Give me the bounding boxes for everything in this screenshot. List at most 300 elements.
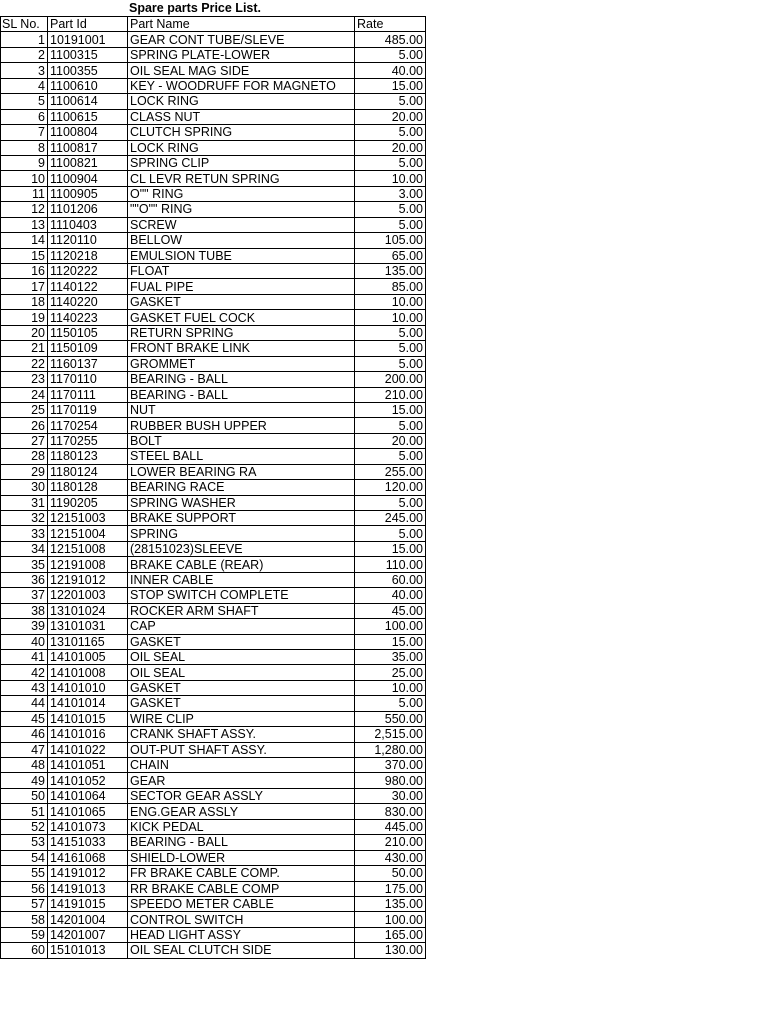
cell-part-name: INNER CABLE	[128, 572, 355, 587]
table-row	[1, 356, 426, 371]
cell-part-name: GASKET	[128, 294, 355, 309]
cell-sl-no: 36	[1, 572, 48, 587]
cell-rate: 5.00	[355, 325, 426, 340]
table-row	[1, 619, 426, 634]
cell-sl-no: 8	[1, 140, 48, 155]
cell-part-name: BRAKE SUPPORT	[128, 511, 355, 526]
cell-part-name: LOWER BEARING RA	[128, 464, 355, 479]
cell-sl-no: 7	[1, 125, 48, 140]
table-row	[1, 788, 426, 803]
table-row	[1, 572, 426, 587]
table-row	[1, 294, 426, 309]
table-row	[1, 32, 426, 47]
cell-part-name: OIL SEAL	[128, 649, 355, 664]
cell-sl-no: 51	[1, 804, 48, 819]
cell-sl-no: 50	[1, 788, 48, 803]
cell-sl-no: 16	[1, 264, 48, 279]
cell-part-id: 1150105	[48, 325, 128, 340]
table-row	[1, 541, 426, 556]
table-row	[1, 665, 426, 680]
cell-rate: 40.00	[355, 63, 426, 78]
table-row	[1, 603, 426, 618]
cell-part-name: EMULSION TUBE	[128, 248, 355, 263]
table-row	[1, 588, 426, 603]
table-row	[1, 449, 426, 464]
cell-part-name: FR BRAKE CABLE COMP.	[128, 866, 355, 881]
table-row	[1, 47, 426, 62]
column-header-rate: Rate	[355, 17, 426, 32]
cell-part-name: GASKET	[128, 696, 355, 711]
cell-part-name: CL LEVR RETUN SPRING	[128, 171, 355, 186]
cell-rate: 60.00	[355, 572, 426, 587]
cell-sl-no: 58	[1, 912, 48, 927]
cell-sl-no: 22	[1, 356, 48, 371]
cell-rate: 5.00	[355, 217, 426, 232]
cell-sl-no: 45	[1, 711, 48, 726]
cell-sl-no: 26	[1, 418, 48, 433]
cell-part-id: 1190205	[48, 495, 128, 510]
cell-rate: 485.00	[355, 32, 426, 47]
cell-part-id: 14101051	[48, 758, 128, 773]
table-row	[1, 171, 426, 186]
table-row	[1, 109, 426, 124]
cell-part-name: ROCKER ARM SHAFT	[128, 603, 355, 618]
cell-rate: 25.00	[355, 665, 426, 680]
cell-part-name: CHAIN	[128, 758, 355, 773]
cell-sl-no: 5	[1, 94, 48, 109]
cell-part-name: BOLT	[128, 433, 355, 448]
cell-rate: 210.00	[355, 835, 426, 850]
cell-part-id: 1101206	[48, 202, 128, 217]
table-row	[1, 896, 426, 911]
cell-part-id: 1100610	[48, 78, 128, 93]
table-row	[1, 341, 426, 356]
table-row	[1, 78, 426, 93]
cell-part-name: WIRE CLIP	[128, 711, 355, 726]
table-row	[1, 140, 426, 155]
cell-sl-no: 56	[1, 881, 48, 896]
cell-rate: 200.00	[355, 372, 426, 387]
cell-rate: 5.00	[355, 94, 426, 109]
cell-rate: 10.00	[355, 310, 426, 325]
cell-part-name: STOP SWITCH COMPLETE	[128, 588, 355, 603]
cell-part-id: 1170110	[48, 372, 128, 387]
cell-sl-no: 46	[1, 727, 48, 742]
cell-part-id: 14191012	[48, 866, 128, 881]
cell-sl-no: 31	[1, 495, 48, 510]
cell-rate: 5.00	[355, 125, 426, 140]
cell-part-id: 12191008	[48, 557, 128, 572]
table-row	[1, 742, 426, 757]
cell-sl-no: 29	[1, 464, 48, 479]
cell-rate: 1,280.00	[355, 742, 426, 757]
table-row	[1, 94, 426, 109]
cell-part-name: OIL SEAL CLUTCH SIDE	[128, 943, 355, 958]
cell-rate: 255.00	[355, 464, 426, 479]
cell-rate: 10.00	[355, 171, 426, 186]
cell-sl-no: 28	[1, 449, 48, 464]
cell-sl-no: 15	[1, 248, 48, 263]
cell-rate: 135.00	[355, 264, 426, 279]
cell-part-name: STEEL BALL	[128, 449, 355, 464]
cell-part-id: 1100904	[48, 171, 128, 186]
table-row	[1, 310, 426, 325]
cell-part-name: SPRING	[128, 526, 355, 541]
cell-rate: 5.00	[355, 47, 426, 62]
cell-part-name: KEY - WOODRUFF FOR MAGNETO	[128, 78, 355, 93]
cell-rate: 165.00	[355, 927, 426, 942]
cell-rate: 35.00	[355, 649, 426, 664]
cell-part-name: OUT-PUT SHAFT ASSY.	[128, 742, 355, 757]
cell-part-id: 14201004	[48, 912, 128, 927]
cell-rate: 5.00	[355, 449, 426, 464]
cell-part-id: 14101014	[48, 696, 128, 711]
cell-sl-no: 57	[1, 896, 48, 911]
cell-part-id: 14101052	[48, 773, 128, 788]
cell-part-id: 14101065	[48, 804, 128, 819]
cell-sl-no: 47	[1, 742, 48, 757]
table-row	[1, 557, 426, 572]
cell-part-id: 14101022	[48, 742, 128, 757]
cell-rate: 430.00	[355, 850, 426, 865]
cell-rate: 5.00	[355, 526, 426, 541]
table-row	[1, 125, 426, 140]
cell-sl-no: 42	[1, 665, 48, 680]
cell-rate: 5.00	[355, 356, 426, 371]
cell-sl-no: 2	[1, 47, 48, 62]
cell-part-id: 14101015	[48, 711, 128, 726]
cell-sl-no: 54	[1, 850, 48, 865]
cell-part-id: 12191012	[48, 572, 128, 587]
cell-rate: 20.00	[355, 140, 426, 155]
cell-rate: 5.00	[355, 696, 426, 711]
cell-part-id: 14151033	[48, 835, 128, 850]
cell-part-id: 1100614	[48, 94, 128, 109]
cell-part-name: BEARING - BALL	[128, 835, 355, 850]
cell-sl-no: 52	[1, 819, 48, 834]
cell-part-name: CRANK SHAFT ASSY.	[128, 727, 355, 742]
cell-rate: 20.00	[355, 433, 426, 448]
table-row	[1, 696, 426, 711]
cell-rate: 3.00	[355, 186, 426, 201]
cell-part-id: 1100817	[48, 140, 128, 155]
cell-part-id: 12151008	[48, 541, 128, 556]
cell-sl-no: 48	[1, 758, 48, 773]
table-row	[1, 372, 426, 387]
cell-part-name: HEAD LIGHT ASSY	[128, 927, 355, 942]
cell-sl-no: 20	[1, 325, 48, 340]
cell-sl-no: 14	[1, 233, 48, 248]
cell-sl-no: 55	[1, 866, 48, 881]
cell-part-name: GASKET	[128, 634, 355, 649]
table-body	[1, 32, 426, 958]
cell-rate: 5.00	[355, 418, 426, 433]
cell-part-id: 1120218	[48, 248, 128, 263]
table-row	[1, 402, 426, 417]
table-row	[1, 186, 426, 201]
table-row	[1, 943, 426, 958]
cell-part-id: 14101010	[48, 680, 128, 695]
cell-part-id: 1100821	[48, 155, 128, 170]
cell-rate: 5.00	[355, 155, 426, 170]
cell-part-id: 14191013	[48, 881, 128, 896]
cell-sl-no: 40	[1, 634, 48, 649]
cell-part-id: 12201003	[48, 588, 128, 603]
cell-sl-no: 4	[1, 78, 48, 93]
column-header-part-name: Part Name	[128, 17, 355, 32]
cell-sl-no: 33	[1, 526, 48, 541]
cell-part-name: GROMMET	[128, 356, 355, 371]
cell-part-id: 1100905	[48, 186, 128, 201]
cell-part-name: LOCK RING	[128, 140, 355, 155]
cell-rate: 30.00	[355, 788, 426, 803]
cell-sl-no: 13	[1, 217, 48, 232]
cell-rate: 2,515.00	[355, 727, 426, 742]
cell-part-name: BRAKE CABLE (REAR)	[128, 557, 355, 572]
cell-rate: 105.00	[355, 233, 426, 248]
cell-part-name: RUBBER BUSH UPPER	[128, 418, 355, 433]
cell-part-id: 10191001	[48, 32, 128, 47]
cell-part-id: 1110403	[48, 217, 128, 232]
table-row	[1, 927, 426, 942]
cell-rate: 15.00	[355, 402, 426, 417]
table-row	[1, 526, 426, 541]
cell-part-id: 13101024	[48, 603, 128, 618]
cell-part-id: 14191015	[48, 896, 128, 911]
cell-part-name: ""O"" RING	[128, 202, 355, 217]
cell-part-name: ENG.GEAR ASSLY	[128, 804, 355, 819]
table-row	[1, 835, 426, 850]
table-row	[1, 248, 426, 263]
cell-rate: 5.00	[355, 341, 426, 356]
table-row	[1, 634, 426, 649]
cell-sl-no: 60	[1, 943, 48, 958]
cell-sl-no: 10	[1, 171, 48, 186]
header-row	[1, 17, 426, 32]
cell-part-name: CLUTCH SPRING	[128, 125, 355, 140]
cell-part-name: SPRING WASHER	[128, 495, 355, 510]
cell-part-name: CAP	[128, 619, 355, 634]
cell-rate: 445.00	[355, 819, 426, 834]
cell-rate: 40.00	[355, 588, 426, 603]
cell-part-name: GEAR	[128, 773, 355, 788]
table-row	[1, 433, 426, 448]
cell-part-id: 13101165	[48, 634, 128, 649]
cell-sl-no: 23	[1, 372, 48, 387]
cell-part-name: GASKET FUEL COCK	[128, 310, 355, 325]
cell-part-id: 1170111	[48, 387, 128, 402]
cell-part-id: 1180123	[48, 449, 128, 464]
table-row	[1, 387, 426, 402]
table-row	[1, 202, 426, 217]
cell-rate: 15.00	[355, 78, 426, 93]
cell-sl-no: 35	[1, 557, 48, 572]
table-row	[1, 279, 426, 294]
cell-part-id: 14201007	[48, 927, 128, 942]
cell-sl-no: 25	[1, 402, 48, 417]
table-row	[1, 155, 426, 170]
cell-rate: 45.00	[355, 603, 426, 618]
cell-part-name: CONTROL SWITCH	[128, 912, 355, 927]
table-row	[1, 912, 426, 927]
cell-sl-no: 27	[1, 433, 48, 448]
cell-part-id: 1120110	[48, 233, 128, 248]
cell-part-name: CLASS NUT	[128, 109, 355, 124]
cell-rate: 100.00	[355, 912, 426, 927]
cell-sl-no: 17	[1, 279, 48, 294]
table-row	[1, 773, 426, 788]
cell-rate: 50.00	[355, 866, 426, 881]
column-header-part-id: Part Id	[48, 17, 128, 32]
cell-sl-no: 24	[1, 387, 48, 402]
cell-rate: 5.00	[355, 202, 426, 217]
cell-part-id: 15101013	[48, 943, 128, 958]
cell-rate: 100.00	[355, 619, 426, 634]
cell-part-id: 1100315	[48, 47, 128, 62]
cell-rate: 15.00	[355, 541, 426, 556]
table-row	[1, 804, 426, 819]
cell-part-id: 14101016	[48, 727, 128, 742]
column-header-sl-no: SL No.	[1, 17, 48, 32]
cell-rate: 15.00	[355, 634, 426, 649]
cell-sl-no: 12	[1, 202, 48, 217]
cell-rate: 5.00	[355, 495, 426, 510]
cell-part-id: 12151003	[48, 511, 128, 526]
cell-sl-no: 39	[1, 619, 48, 634]
cell-sl-no: 11	[1, 186, 48, 201]
cell-part-id: 13101031	[48, 619, 128, 634]
cell-part-id: 1100355	[48, 63, 128, 78]
cell-part-id: 14101064	[48, 788, 128, 803]
cell-sl-no: 19	[1, 310, 48, 325]
table-row	[1, 711, 426, 726]
table-row	[1, 325, 426, 340]
cell-part-id: 1150109	[48, 341, 128, 356]
cell-part-name: FRONT BRAKE LINK	[128, 341, 355, 356]
cell-rate: 830.00	[355, 804, 426, 819]
cell-part-id: 1180124	[48, 464, 128, 479]
cell-part-name: BEARING - BALL	[128, 387, 355, 402]
table-row	[1, 418, 426, 433]
table-row	[1, 881, 426, 896]
cell-rate: 120.00	[355, 480, 426, 495]
cell-part-id: 14101005	[48, 649, 128, 664]
table-row	[1, 649, 426, 664]
cell-part-name: OIL SEAL	[128, 665, 355, 680]
cell-part-id: 1120222	[48, 264, 128, 279]
table-row	[1, 758, 426, 773]
cell-sl-no: 37	[1, 588, 48, 603]
cell-sl-no: 1	[1, 32, 48, 47]
table-row	[1, 866, 426, 881]
cell-part-name: BELLOW	[128, 233, 355, 248]
cell-part-name: FLOAT	[128, 264, 355, 279]
cell-part-name: SPRING CLIP	[128, 155, 355, 170]
cell-part-name: SHIELD-LOWER	[128, 850, 355, 865]
cell-part-name: BEARING RACE	[128, 480, 355, 495]
cell-part-name: O"" RING	[128, 186, 355, 201]
cell-sl-no: 6	[1, 109, 48, 124]
cell-rate: 85.00	[355, 279, 426, 294]
cell-rate: 175.00	[355, 881, 426, 896]
cell-rate: 10.00	[355, 680, 426, 695]
cell-part-id: 1140223	[48, 310, 128, 325]
cell-rate: 10.00	[355, 294, 426, 309]
cell-rate: 370.00	[355, 758, 426, 773]
cell-sl-no: 34	[1, 541, 48, 556]
cell-rate: 135.00	[355, 896, 426, 911]
cell-sl-no: 53	[1, 835, 48, 850]
cell-sl-no: 18	[1, 294, 48, 309]
table-row	[1, 480, 426, 495]
cell-sl-no: 41	[1, 649, 48, 664]
cell-sl-no: 38	[1, 603, 48, 618]
cell-sl-no: 30	[1, 480, 48, 495]
cell-part-name: RETURN SPRING	[128, 325, 355, 340]
table-row	[1, 850, 426, 865]
cell-rate: 210.00	[355, 387, 426, 402]
cell-part-id: 12151004	[48, 526, 128, 541]
cell-sl-no: 59	[1, 927, 48, 942]
cell-sl-no: 9	[1, 155, 48, 170]
cell-part-name: (28151023)SLEEVE	[128, 541, 355, 556]
sheet-title: Spare parts Price List.	[129, 1, 262, 15]
table-row	[1, 464, 426, 479]
cell-sl-no: 21	[1, 341, 48, 356]
table-row	[1, 63, 426, 78]
cell-part-id: 1180128	[48, 480, 128, 495]
table-row	[1, 819, 426, 834]
cell-part-id: 1170119	[48, 402, 128, 417]
table-row	[1, 511, 426, 526]
cell-part-id: 1100615	[48, 109, 128, 124]
cell-part-name: SCREW	[128, 217, 355, 232]
cell-rate: 550.00	[355, 711, 426, 726]
cell-part-id: 1100804	[48, 125, 128, 140]
table-row	[1, 264, 426, 279]
table-row	[1, 217, 426, 232]
cell-part-id: 1170254	[48, 418, 128, 433]
cell-part-id: 1160137	[48, 356, 128, 371]
cell-sl-no: 32	[1, 511, 48, 526]
cell-part-id: 14101008	[48, 665, 128, 680]
cell-sl-no: 49	[1, 773, 48, 788]
cell-part-name: LOCK RING	[128, 94, 355, 109]
cell-part-id: 1140122	[48, 279, 128, 294]
cell-rate: 110.00	[355, 557, 426, 572]
cell-part-name: SPRING PLATE-LOWER	[128, 47, 355, 62]
cell-sl-no: 3	[1, 63, 48, 78]
price-list-table	[0, 16, 426, 959]
cell-part-name: NUT	[128, 402, 355, 417]
cell-rate: 65.00	[355, 248, 426, 263]
cell-rate: 130.00	[355, 943, 426, 958]
cell-rate: 980.00	[355, 773, 426, 788]
cell-part-name: BEARING - BALL	[128, 372, 355, 387]
cell-part-name: OIL SEAL MAG SIDE	[128, 63, 355, 78]
cell-part-id: 14101073	[48, 819, 128, 834]
cell-rate: 20.00	[355, 109, 426, 124]
table-row	[1, 495, 426, 510]
cell-sl-no: 44	[1, 696, 48, 711]
cell-sl-no: 43	[1, 680, 48, 695]
table-row	[1, 727, 426, 742]
cell-part-name: GEAR CONT TUBE/SLEVE	[128, 32, 355, 47]
cell-rate: 245.00	[355, 511, 426, 526]
cell-part-id: 14161068	[48, 850, 128, 865]
cell-part-id: 1170255	[48, 433, 128, 448]
table-row	[1, 680, 426, 695]
